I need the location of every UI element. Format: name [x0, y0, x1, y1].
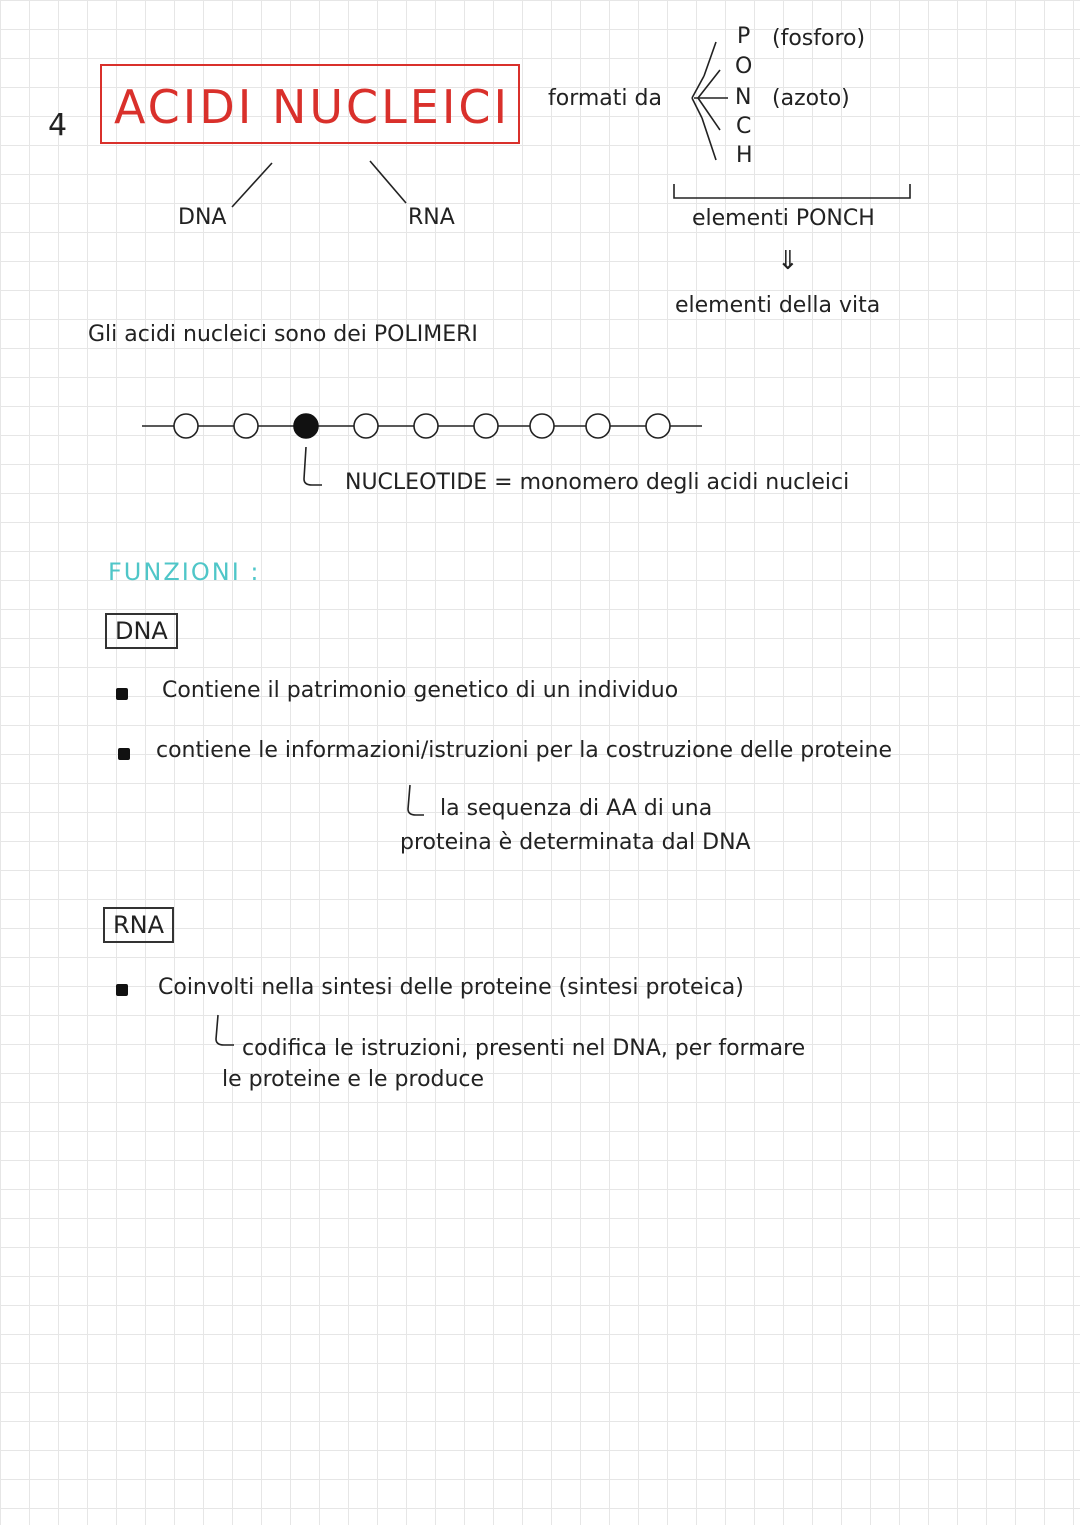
rna-function-1: Coinvolti nella sintesi delle proteine (sintesi proteica) — [158, 975, 744, 1000]
rna-sub-pointer — [210, 1013, 240, 1053]
bullet-icon — [116, 688, 128, 700]
element-note-n: (azoto) — [772, 86, 850, 111]
element-fan-lines — [680, 40, 740, 165]
dna-label-box: DNA — [105, 613, 178, 649]
dna-function-1: Contiene il patrimonio genetico di un individuo — [162, 678, 679, 703]
funzioni-heading: FUNZIONI : — [108, 558, 261, 586]
element-letter-c: C — [736, 114, 752, 139]
rna-sub-line-1: codifica le istruzioni, presenti nel DNA, per formare — [242, 1036, 806, 1061]
polymer-chain — [140, 408, 710, 444]
elements-bracket — [670, 182, 920, 202]
page-number: 4 — [48, 108, 68, 143]
element-letter-n: N — [735, 85, 752, 110]
nucleotide-pointer — [298, 445, 328, 490]
dna-sub-pointer — [402, 783, 432, 823]
element-letter-p: P — [737, 24, 751, 49]
bullet-icon — [118, 748, 130, 760]
element-letter-h: H — [736, 143, 753, 168]
page-title: ACIDI NUCLEICI — [114, 80, 511, 134]
rna-sub-line-2: le proteine e le produce — [222, 1067, 485, 1092]
rna-label-box: RNA — [103, 907, 174, 943]
nucleotide-definition: NUCLEOTIDE = monomero degli acidi nucleici — [345, 470, 850, 495]
elements-life-label: elementi della vita — [675, 293, 881, 318]
branch-dna-label: DNA — [178, 205, 227, 230]
arrow-down-icon: ⇓ — [777, 246, 799, 276]
elements-ponch-label: elementi PONCH — [692, 206, 875, 231]
dna-sub-line-2: proteina è determinata dal DNA — [400, 830, 751, 855]
dna-function-2: contiene le informazioni/istruzioni per la costruzione delle proteine — [156, 738, 893, 763]
bullet-icon — [116, 984, 128, 996]
polimeri-sentence: Gli acidi nucleici sono dei POLIMERI — [88, 322, 478, 347]
branch-lines — [220, 155, 420, 215]
branch-rna-label: RNA — [408, 205, 455, 230]
element-letter-o: O — [735, 54, 753, 79]
element-note-p: (fosforo) — [772, 26, 866, 51]
dna-sub-line-1: la sequenza di AA di una — [440, 796, 713, 821]
formati-da-label: formati da — [548, 86, 662, 111]
